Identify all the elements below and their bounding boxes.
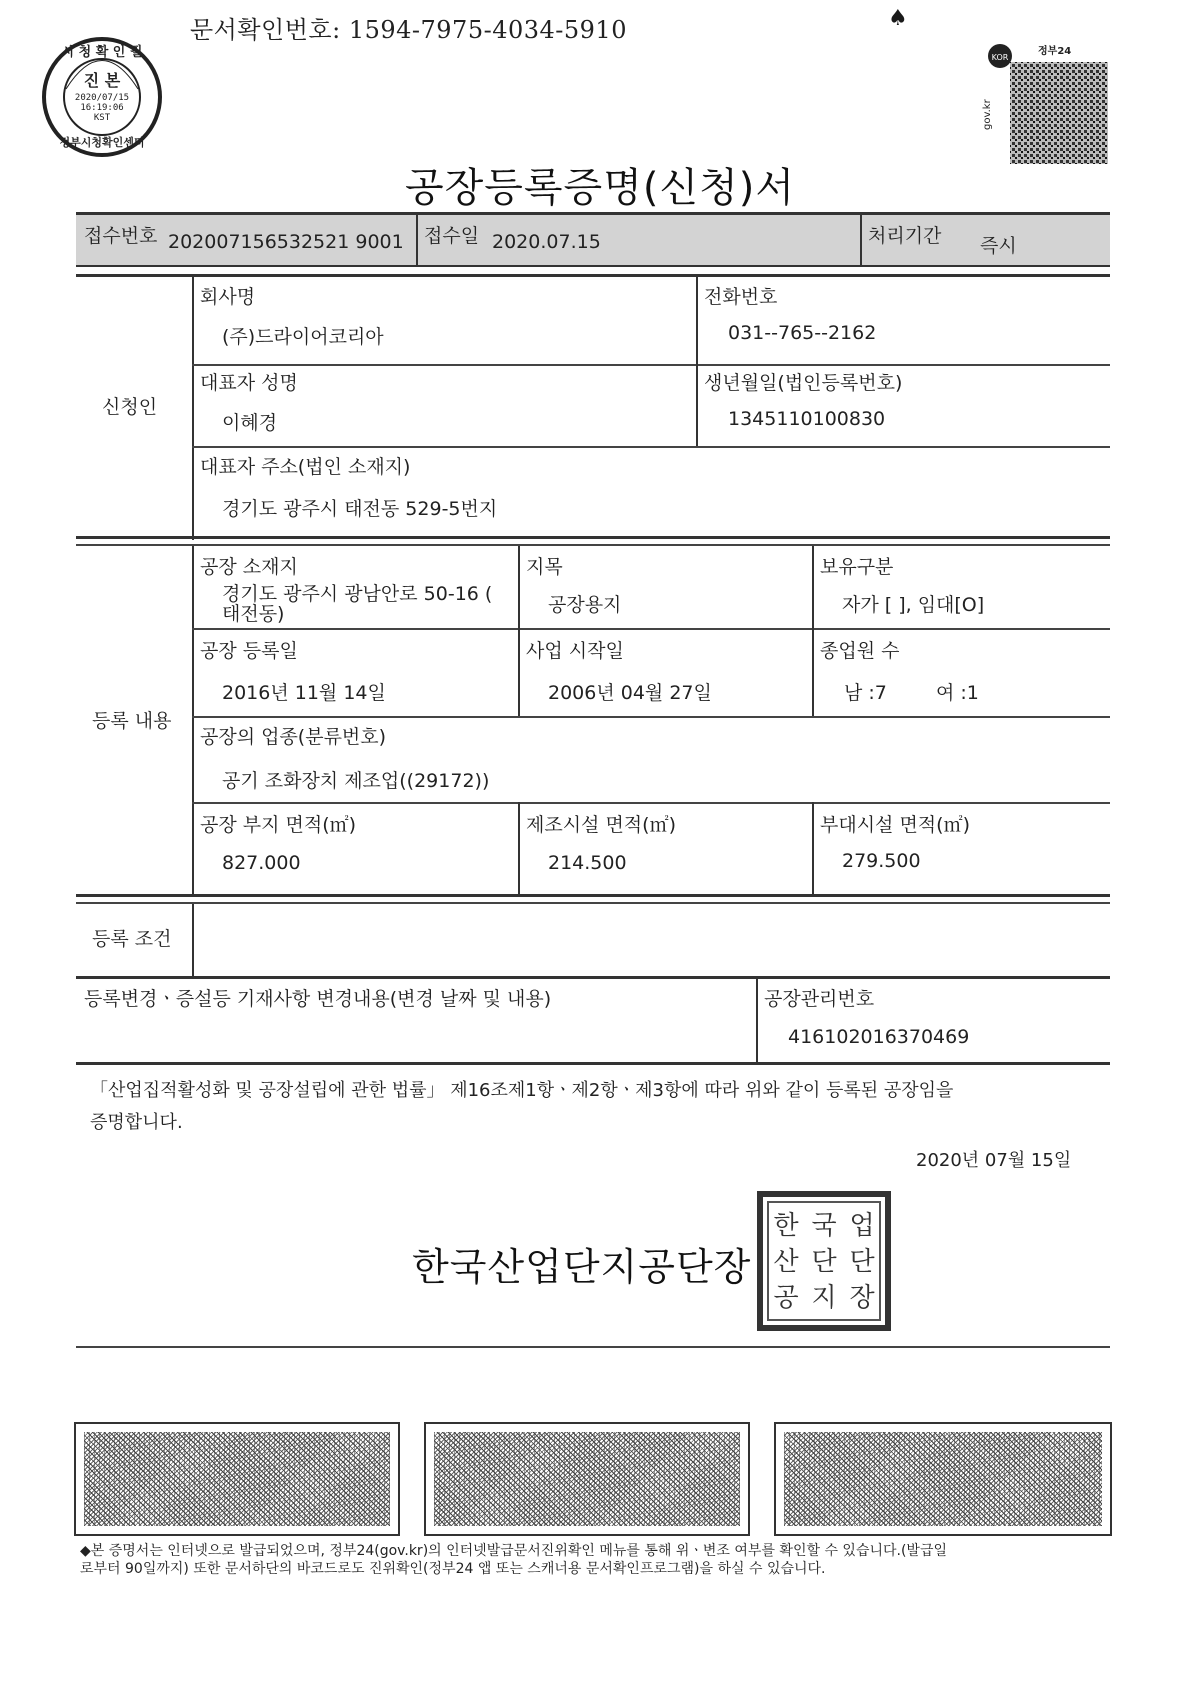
svg-text:KOR: KOR [991, 53, 1009, 62]
registration-section-label: 등록 내용 [92, 710, 172, 732]
verification-seal [36, 34, 168, 160]
svg-text:gov.kr: gov.kr [982, 99, 993, 130]
receipt-date: 2020.07.15 [492, 231, 601, 253]
management-number-label: 공장관리번호 [764, 988, 875, 1010]
site-area-label: 공장 부지 면적(㎡) [200, 814, 357, 836]
site-area: 827.000 [222, 852, 301, 874]
official-seal [756, 1190, 892, 1332]
statement-line1: 「산업집적활성화 및 공장설립에 관한 법률」 제16조제1항ㆍ제2항ㆍ제3항에 따라 위와 같이 등록된 공장임을 [90, 1080, 954, 1101]
corporate-registration-number: 1345110100830 [728, 408, 886, 430]
footnote-line1: ◆본 증명서는 인터넷으로 발급되었으며, 정부24(gov.kr)의 인터넷발급문서진위확인 메뉴를 통해 위ㆍ변조 여부를 확인할 수 있습니다.(발급일 [80, 1543, 948, 1559]
divider [192, 364, 1110, 366]
svg-text:정부24: 정부24 [1038, 46, 1072, 57]
divider [76, 1062, 1110, 1065]
svg-text:단: 단 [811, 1247, 837, 1277]
conditions-label: 등록 조건 [92, 928, 172, 950]
receipt-number-label: 접수번호 [84, 225, 158, 247]
business-start-label: 사업 시작일 [526, 640, 624, 662]
divider [76, 976, 1110, 979]
management-number: 416102016370469 [788, 1026, 970, 1048]
svg-text:KST: KST [93, 113, 111, 123]
phone-label: 전화번호 [704, 286, 778, 308]
receipt-number: 202007156532521 9001 [168, 231, 404, 253]
changes-label: 등록변경ㆍ증설등 기재사항 변경내용(변경 날짜 및 내용) [84, 988, 552, 1010]
verification-barcode [774, 1422, 1112, 1536]
phone-number: 031--765--2162 [728, 322, 877, 344]
divider [76, 894, 1110, 897]
statement-line2: 증명합니다. [90, 1112, 183, 1133]
divider [192, 802, 1110, 804]
gov24-qr-code [976, 40, 1112, 168]
processing-cell [860, 215, 1110, 265]
divider [696, 276, 698, 446]
svg-text:시 청 확 인 필: 시 청 확 인 필 [61, 45, 143, 60]
land-category-label: 지목 [526, 556, 563, 578]
registration-date-label: 공장 등록일 [200, 640, 298, 662]
industry-label: 공장의 업종(분류번호) [200, 726, 387, 748]
svg-text:한: 한 [773, 1211, 799, 1241]
issue-date: 2020년 07월 15일 [916, 1150, 1072, 1171]
employees-male: 남 :7 [844, 682, 887, 704]
factory-location-line2: 태전동) [222, 603, 285, 625]
representative-label: 대표자 성명 [200, 372, 298, 394]
svg-text:산: 산 [773, 1247, 799, 1277]
divider [192, 904, 194, 976]
verification-barcode [424, 1422, 750, 1536]
processing-period: 즉시 [980, 235, 1017, 257]
svg-text:장: 장 [849, 1283, 875, 1313]
factory-location-label: 공장 소재지 [200, 556, 298, 578]
land-category: 공장용지 [548, 594, 622, 616]
divider [76, 536, 1110, 539]
divider [192, 628, 1110, 630]
business-start-date: 2006년 04월 27일 [548, 682, 712, 704]
divider [192, 276, 194, 540]
divider [756, 978, 758, 1064]
divider [192, 446, 1110, 448]
divider [76, 1346, 1110, 1348]
receipt-date-cell [416, 215, 862, 265]
svg-text:업: 업 [849, 1211, 875, 1241]
divider [518, 546, 520, 716]
registration-date: 2016년 11월 14일 [222, 682, 386, 704]
receipt-number-cell [76, 215, 418, 265]
svg-text:2020/07/15: 2020/07/15 [74, 93, 130, 103]
divider [518, 802, 520, 894]
receipt-header [76, 212, 1110, 267]
verification-barcode [74, 1422, 400, 1536]
document-check-number: 문서확인번호: 1594-7975-4034-5910 [190, 16, 627, 44]
divider [192, 546, 194, 896]
industry-type: 공기 조화장치 제조업((29172)) [222, 770, 490, 792]
issuer-name: 한국산업단지공단장 [412, 1245, 752, 1289]
footnote-line2: 로부터 90일까지) 또한 문서하단의 바코드로도 진위확인(정부24 앱 또는 스캐너용 문서확인프로그램)을 하실 수 있습니다. [80, 1561, 826, 1577]
employees-female: 여 :1 [936, 682, 979, 704]
company-name: (주)드라이어코리아 [222, 326, 384, 348]
divider [76, 274, 1110, 277]
footnote [80, 1542, 1120, 1578]
svg-text:공: 공 [773, 1283, 799, 1313]
ownership-label: 보유구분 [820, 556, 894, 578]
divider [812, 802, 814, 894]
factory-location [222, 584, 492, 624]
scan-mark: ♠ [888, 6, 908, 31]
divider [812, 546, 814, 716]
svg-text:국: 국 [811, 1211, 837, 1241]
representative-name: 이혜경 [222, 412, 278, 434]
address-label: 대표자 주소(법인 소재지) [200, 456, 411, 478]
auxiliary-area: 279.500 [842, 850, 921, 872]
manufacturing-area: 214.500 [548, 852, 627, 874]
representative-address: 경기도 광주시 태전동 529-5번지 [222, 498, 498, 520]
svg-text:단: 단 [849, 1247, 875, 1277]
receipt-date-label: 접수일 [424, 225, 480, 247]
divider [192, 716, 1110, 718]
company-name-label: 회사명 [200, 286, 256, 308]
applicant-section-label: 신청인 [102, 396, 158, 418]
birth-label: 생년월일(법인등록번호) [704, 372, 903, 394]
employees-label: 종업원 수 [820, 640, 900, 662]
manufacturing-area-label: 제조시설 면적(㎡) [526, 814, 676, 836]
document-title: 공장등록증명(신청)서 [405, 165, 795, 211]
auxiliary-area-label: 부대시설 면적(㎡) [820, 814, 970, 836]
divider [76, 544, 1110, 546]
processing-label: 처리기간 [868, 225, 942, 247]
svg-text:16:19:06: 16:19:06 [80, 103, 124, 113]
svg-text:진 본: 진 본 [83, 71, 121, 90]
ownership-type: 자가 [ ], 임대[O] [842, 594, 985, 616]
factory-location-line1: 경기도 광주시 광남안로 50-16 ( [222, 583, 493, 605]
svg-text:지: 지 [811, 1283, 837, 1313]
divider [76, 902, 1110, 904]
svg-text:정부시청확인센터: 정부시청확인센터 [59, 136, 145, 149]
